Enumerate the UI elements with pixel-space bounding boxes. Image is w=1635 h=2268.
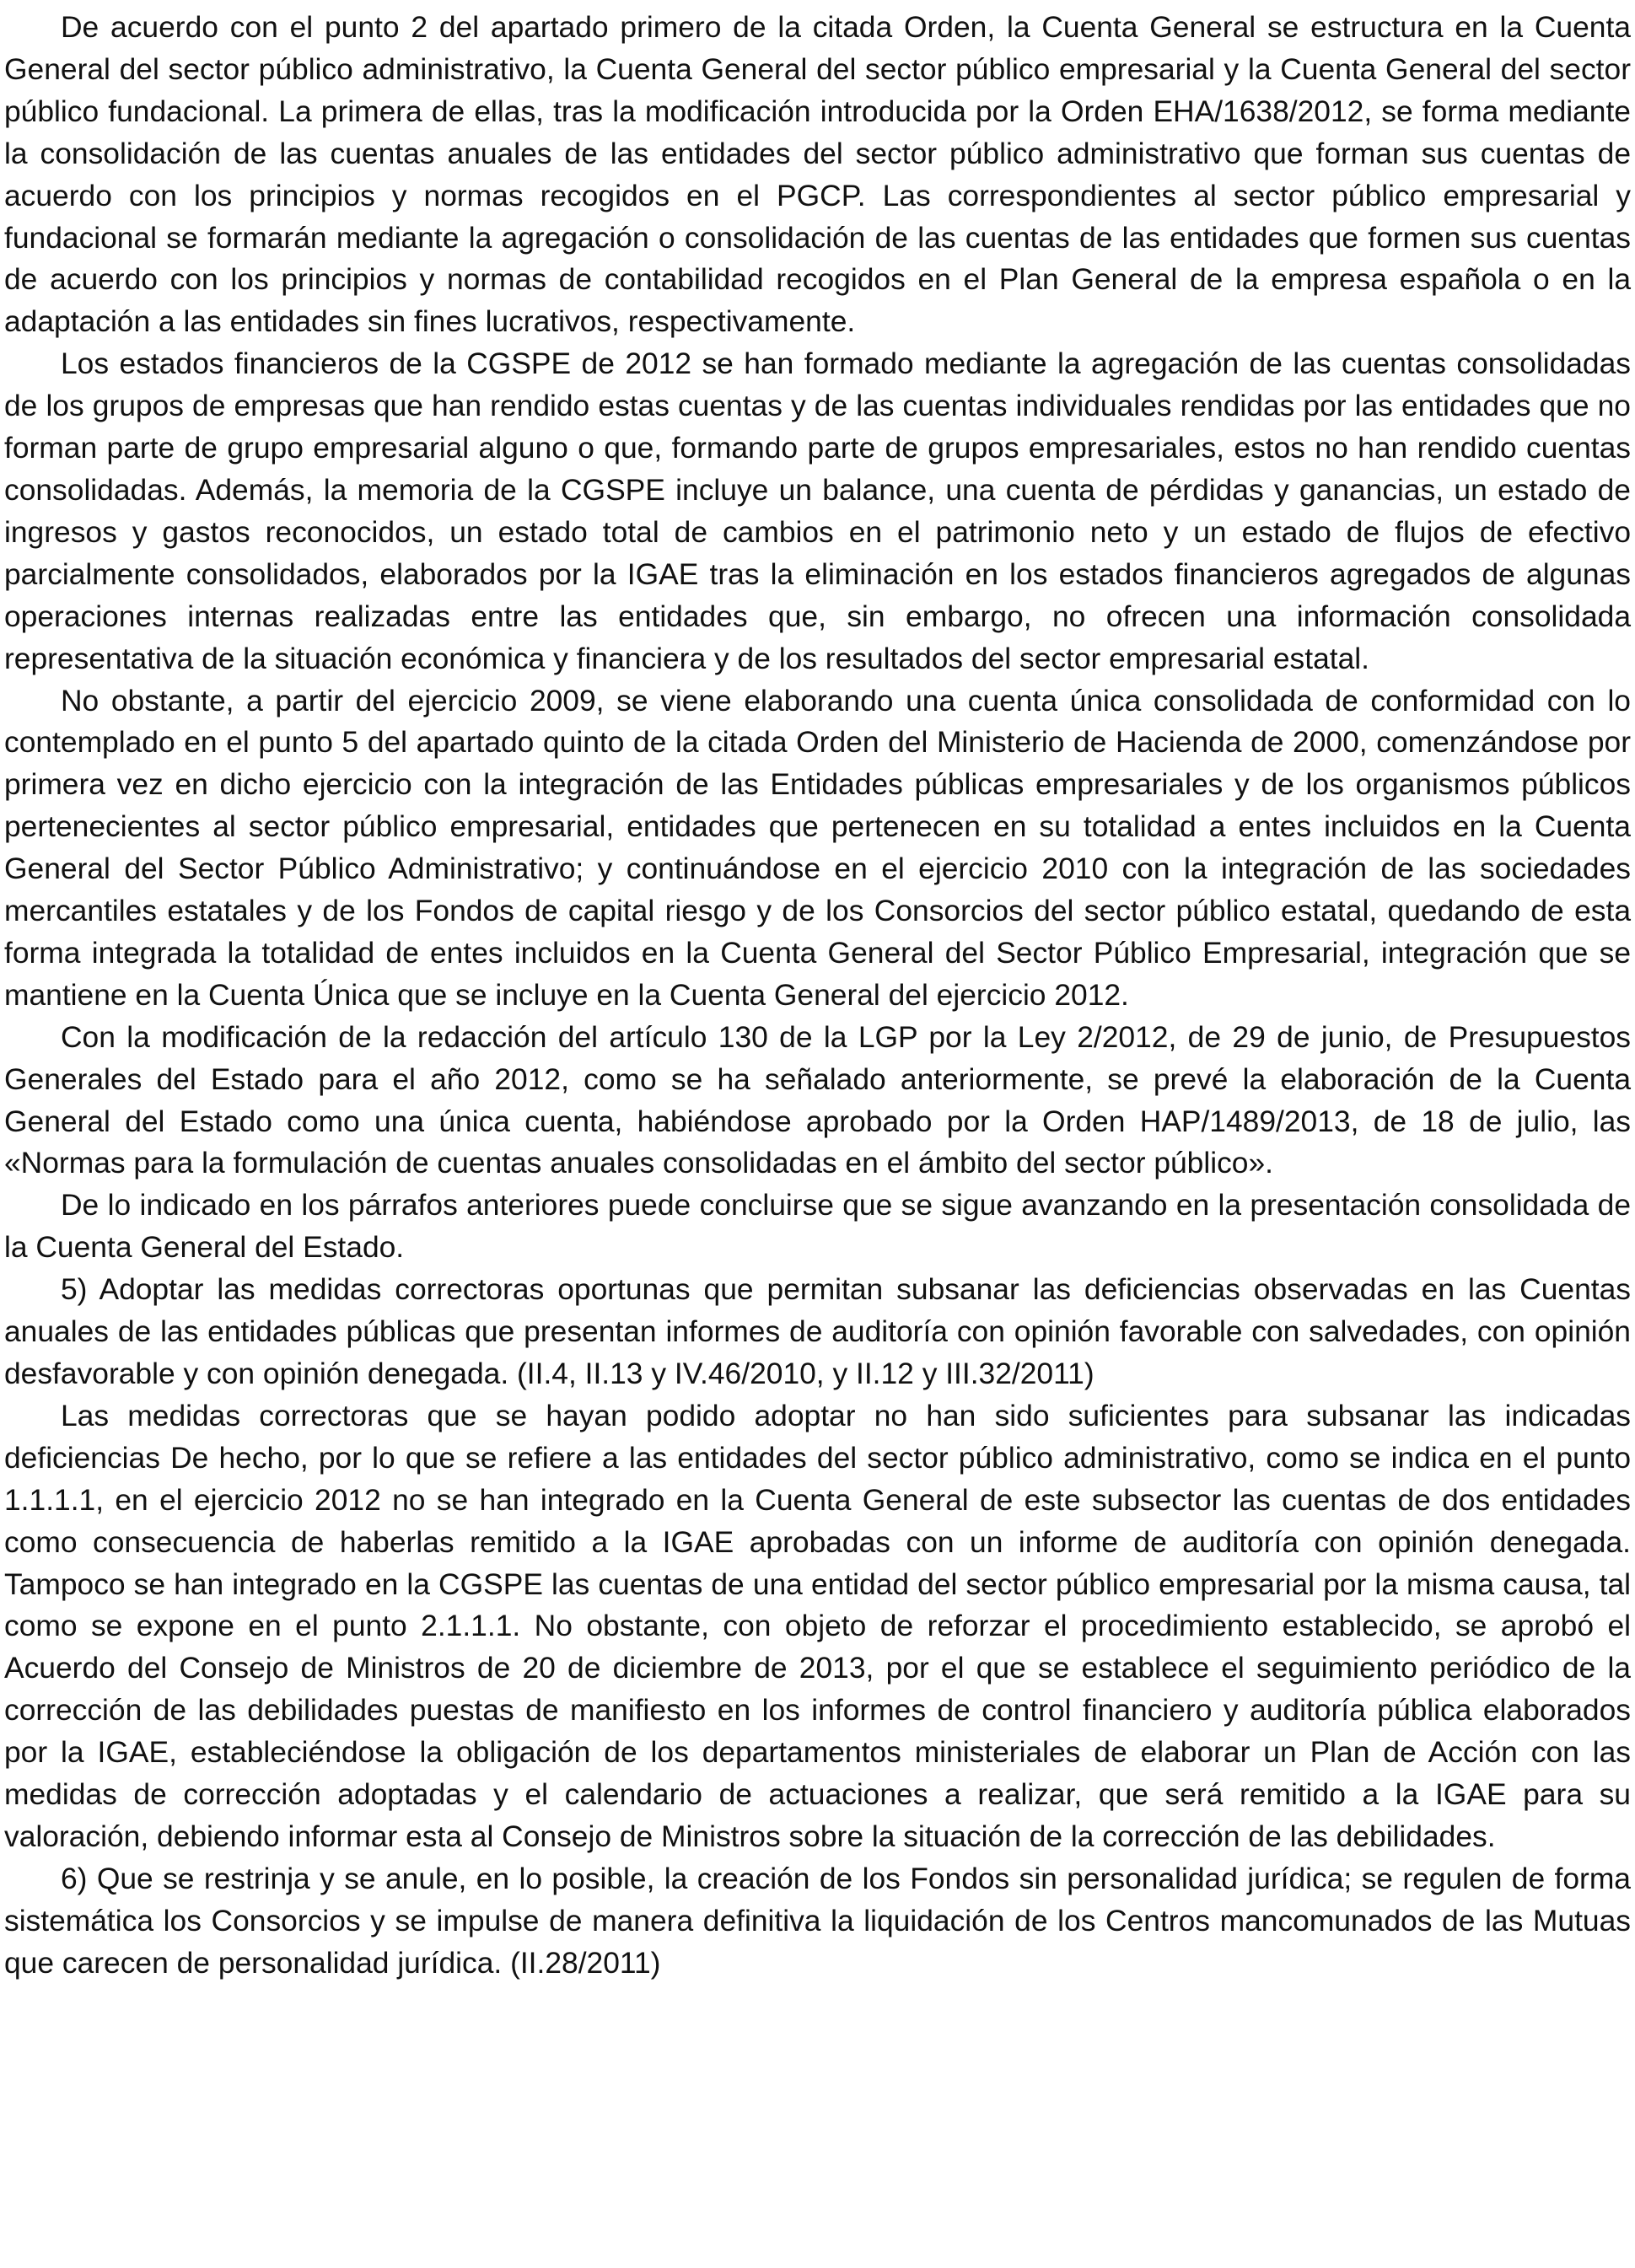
document-body [4,7,1631,1985]
paragraph-conclusion-avance: De lo indicado en los párrafos anteriores puede concluirse que se sigue avanzando en la presentación consolidada de la Cuenta General del Estado. [4,1188,1631,1265]
recommendation-6: 6) Que se restrinja y se anule, en lo posible, la creación de los Fondos sin personalidad jurídica; se regulen de forma sistemática los Consorcios y se impulse de manera definitiva la liquidación de los Centros mancomunados de las Mutuas que carecen de personalidad jurídica. (II.28/2011) [4,1861,1631,1980]
recommendation-5: 5) Adoptar las medidas correctoras oportunas que permitan subsanar las deficiencias observadas en las Cuentas anuales de las entidades públicas que presentan informes de auditoría con opinión favorable con salvedades, con opinión desfavorable y con opinión denegada. (II.4, II.13 y IV.46/2010, y II.12 y III.32/2011) [4,1272,1631,1390]
paragraph-cuenta-unica-consolidada: No obstante, a partir del ejercicio 2009, se viene elaborando una cuenta única consolidada de conformidad con lo contemplado en el punto 5 del apartado quinto de la citada Orden del Ministerio de Hacienda de 2000, comenzándose por primera vez en dicho ejercicio con la integración de las Entidades públicas empresariales y de los organismos públicos pertenecientes al sector público empresarial, entidades que pertenecen en su totalidad a entes incluidos en la Cuenta General del Sector Público Administrativo; y continuándose en el ejercicio 2010 con la integración de las sociedades mercantiles estatales y de los Fondos de capital riesgo y de los Consorcios del sector público estatal, quedando de esta forma integrada la totalidad de entes incluidos en la Cuenta General del Sector Público Empresarial, integración que se mantiene en la Cuenta Única que se incluye en la Cuenta General del ejercicio 2012. [4,683,1631,1012]
paragraph-medidas-correctoras: Las medidas correctoras que se hayan podido adoptar no han sido suficientes para subsanar las indicadas deficiencias De hecho, por lo que se refiere a las entidades del sector público administrativo, como se indica en el punto 1.1.1.1, en el ejercicio 2012 no se han integrado en la Cuenta General de este subsector las cuentas de dos entidades como consecuencia de haberlas remitido a la IGAE aprobadas con un informe de auditoría con opinión denegada. Tampoco se han integrado en la CGSPE las cuentas de una entidad del sector público empresarial por la misma causa, tal como se expone en el punto 2.1.1.1. No obstante, con objeto de reforzar el procedimiento establecido, se aprobó el Acuerdo del Consejo de Ministros de 20 de diciembre de 2013, por el que se establece el seguimiento periódico de la corrección de las debilidades puestas de manifiesto en los informes de control financiero y auditoría pública elaborados por la IGAE, estableciéndose la obligación de los departamentos ministeriales de elaborar un Plan de Acción con las medidas de corrección adoptadas y el calendario de actuaciones a realizar, que será remitido a la IGAE para su valoración, debiendo informar esta al Consejo de Ministros sobre la situación de la corrección de las debilidades. [4,1398,1631,1853]
paragraph-estados-financieros-cgspe: Los estados financieros de la CGSPE de 2012 se han formado mediante la agregación de las cuentas consolidadas de los grupos de empresas que han rendido estas cuentas y de las cuentas individuales rendidas por las entidades que no forman parte de grupo empresarial alguno o que, formando parte de grupos empresariales, estos no han rendido cuentas consolidadas. Además, la memoria de la CGSPE incluye un balance, una cuenta de pérdidas y ganancias, un estado de ingresos y gastos reconocidos, un estado total de cambios en el patrimonio neto y un estado de flujos de efectivo parcialmente consolidados, elaborados por la IGAE tras la eliminación en los estados financieros agregados de algunas operaciones internas realizadas entre las entidades que, sin embargo, no ofrecen una información consolidada representativa de la situación económica y financiera y de los resultados del sector empresarial estatal. [4,347,1631,675]
paragraph-modificacion-articulo-130: Con la modificación de la redacción del artículo 130 de la LGP por la Ley 2/2012, de 29 de junio, de Presupuestos Generales del Estado para el año 2012, como se ha señalado anteriormente, se prevé la elaboración de la Cuenta General del Estado como una única cuenta, habiéndose aprobado por la Orden HAP/1489/2013, de 18 de julio, las «Normas para la formulación de cuentas anuales consolidadas en el ámbito del sector público». [4,1019,1631,1180]
paragraph-cuenta-general-estructura: De acuerdo con el punto 2 del apartado primero de la citada Orden, la Cuenta General se estructura en la Cuenta General del sector público administrativo, la Cuenta General del sector público empresarial y la Cuenta General del sector público fundacional. La primera de ellas, tras la modificación introducida por la Orden EHA/1638/2012, se forma mediante la consolidación de las cuentas anuales de las entidades del sector público administrativo que forman sus cuentas de acuerdo con los principios y normas recogidos en el PGCP. Las correspondientes al sector público empresarial y fundacional se formarán mediante la agregación o consolidación de las cuentas de las entidades que formen sus cuentas de acuerdo con los principios y normas de contabilidad recogidos en el Plan General de la empresa española o en la adaptación a las entidades sin fines lucrativos, respectivamente. [4,10,1631,339]
